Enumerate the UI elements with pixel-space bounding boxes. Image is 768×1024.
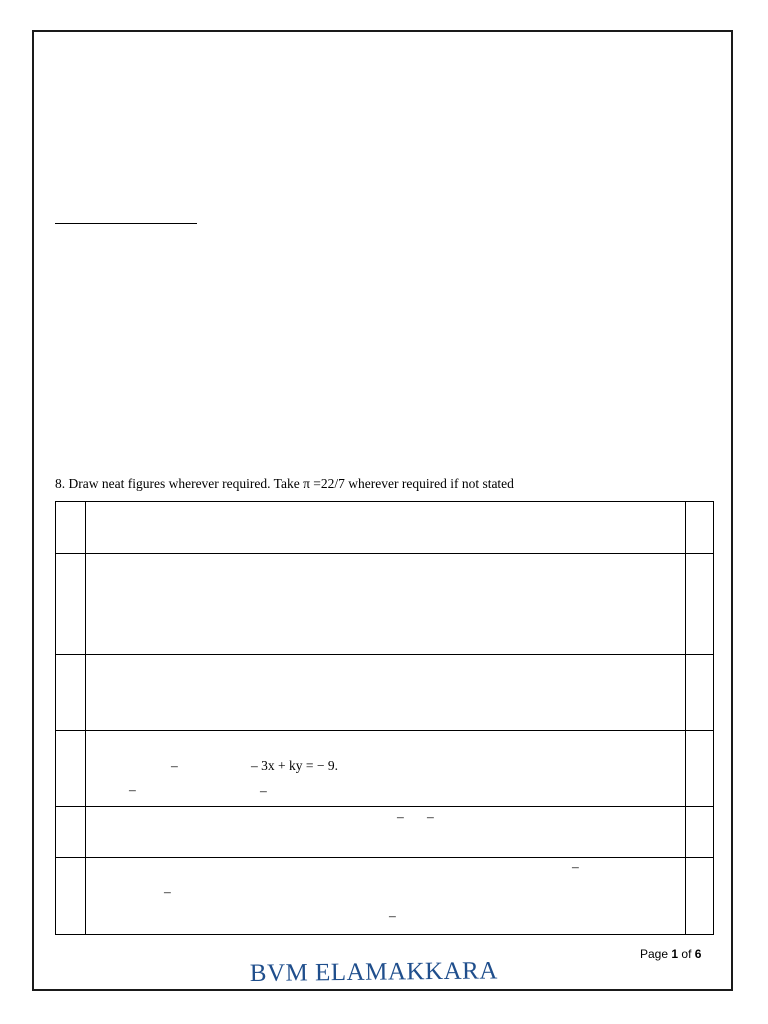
equation-fragment: – 3x + ky = − 9. bbox=[251, 758, 338, 773]
question-text-fragment: – bbox=[171, 758, 178, 773]
table-row-divider bbox=[56, 553, 713, 554]
question-text-fragment: – bbox=[164, 884, 171, 899]
table-row-divider bbox=[56, 806, 713, 807]
page-current: 1 bbox=[671, 947, 679, 961]
school-name: BVM ELAMAKKARA bbox=[249, 957, 498, 988]
question-table bbox=[55, 501, 714, 935]
page-word: Page bbox=[640, 947, 669, 961]
question-text-fragment: – bbox=[572, 859, 579, 874]
table-row-divider bbox=[56, 730, 713, 731]
page-number bbox=[640, 947, 701, 961]
page-total: 6 bbox=[694, 947, 702, 961]
question-text-fragment: – bbox=[427, 809, 434, 824]
table-column-divider-left bbox=[85, 502, 86, 934]
question-text-fragment: – bbox=[389, 908, 396, 923]
question-text-fragment: – bbox=[260, 783, 267, 798]
underline-rule bbox=[55, 223, 197, 224]
question-text-fragment: – bbox=[129, 782, 136, 797]
table-row-divider bbox=[56, 857, 713, 858]
question-text-fragment: – bbox=[397, 809, 404, 824]
page-of: of bbox=[681, 947, 692, 961]
table-column-divider-right bbox=[685, 502, 686, 934]
general-instruction: 8. Draw neat figures wherever required. Take π =22/7 wherever required if not stated bbox=[55, 476, 514, 491]
table-row-divider bbox=[56, 654, 713, 655]
